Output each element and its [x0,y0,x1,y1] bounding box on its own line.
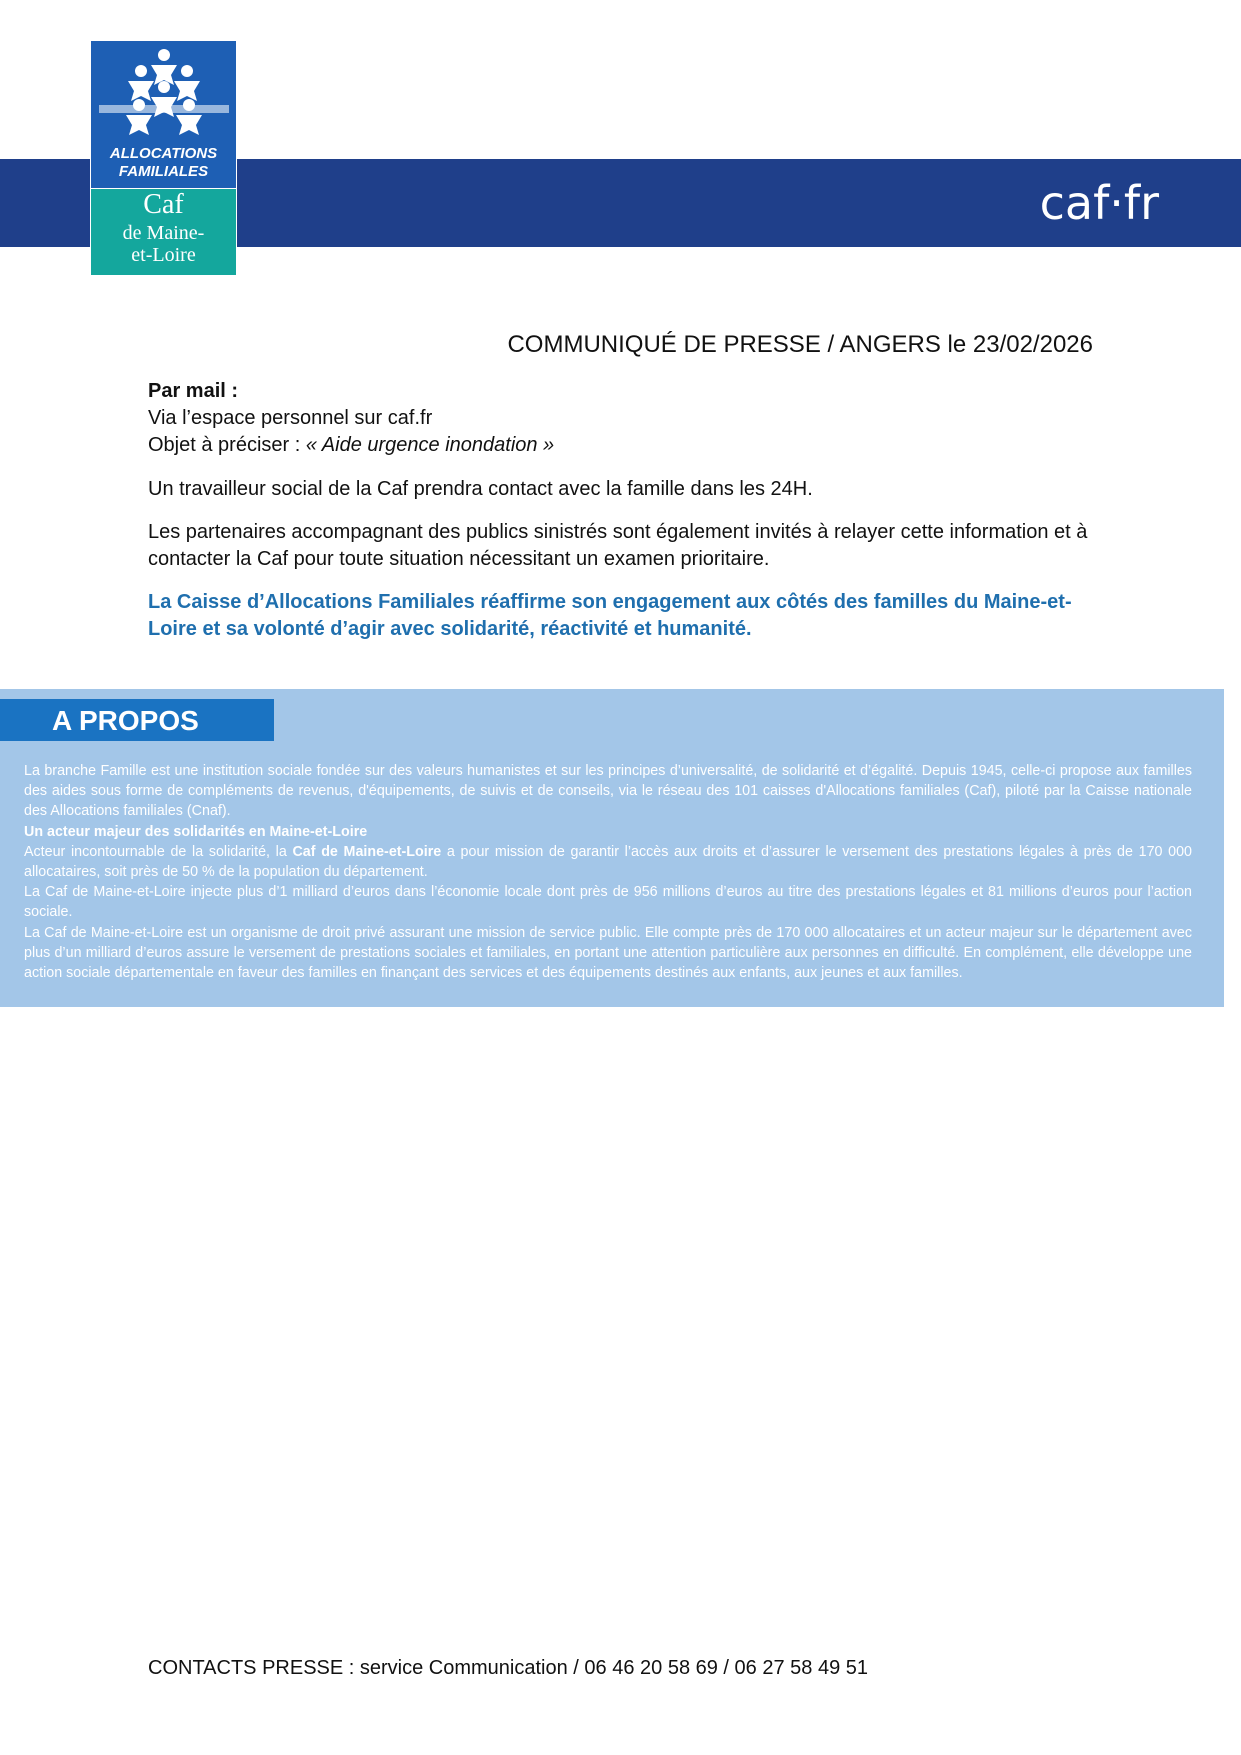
site-name[interactable]: caf·fr [1039,176,1159,230]
about-section [0,689,1224,1007]
logo-top-panel [91,41,236,188]
about-p3: La Caf de Maine-et-Loire injecte plus d’1 milliard d’euros dans l’économie locale dont près de 956 millions d’euros au titre des prestations légales et 81 millions d’euros pour l’action sociale. [24,884,1192,921]
about-p2-end: a pour mission de garantir l’accès aux droits et d’assurer le versement des prestations légales à près de 170 000 allocataires, soit près de 50 % de la population du département. [24,843,1192,881]
about-text [24,761,1192,983]
about-tab [0,699,274,741]
logo-allocations-text [91,145,236,181]
commitment-paragraph: La Caisse d’Allocations Familiales réaffirme son engagement aux côtés des familles du Maine-et-Loire et sa volonté d’agir avec solidarité, réactivité et humanité. [148,591,1072,640]
mail-label: Par mail : [148,380,239,402]
about-p2-bold: Caf de Maine-et-Loire [292,843,442,860]
about-title: A PROPOS [52,705,199,736]
family-figures-icon [99,45,229,145]
about-p2 [24,842,1192,882]
mail-object-label: Objet à préciser : [148,434,306,456]
mail-object [148,432,1093,459]
mail-line: Via l’espace personnel sur caf.fr [148,407,433,429]
logo-line2: FAMILIALES [118,163,209,180]
contact-paragraph: Un travailleur social de la Caf prendra contact avec la famille dans les 24H. [148,478,813,500]
mail-block [148,378,1093,459]
logo-sub-line2: et-Loire [131,244,196,266]
press-contacts: CONTACTS PRESSE : service Communication / 06 46 20 58 69 / 06 27 58 49 51 [148,1657,868,1679]
about-p1: La branche Famille est une institution sociale fondée sur des valeurs humanistes et sur les principes d’universalité, de solidarité et d’égalité. Depuis 1945, celle-ci propose aux familles des aides sous forme de compléments de revenus, d'équipements, de suivis et de conseils, via le réseau des 101 caisses d'Allocations familiales (Caf), piloté par la Caisse nationale des Allocations familiales (Cnaf). [24,763,1192,820]
about-p2-start: Acteur incontournable de la solidarité, la [24,843,293,860]
logo-subtitle [91,222,236,266]
partners-paragraph: Les partenaires accompagnant des publics sinistrés sont également invités à relayer cette information et à contacter la Caf pour toute situation nécessitant un examen prioritaire. [148,521,1088,570]
about-p4: La Caf de Maine-et-Loire est un organisme de droit privé assurant une mission de service public. Elle compte près de 170 000 allocataires et un acteur majeur sur le département avec plus d’un milliard d’euros assure le versement de prestations sociales et familiales, en portant une attention particulière aux personnes en difficulté. En complément, elle développe une action sociale départementale en faveur des familles en finançant des services et des équipements destinés aux enfants, aux jeunes et aux familles. [24,924,1192,982]
logo-sub-line1: de Maine- [122,222,205,244]
logo-line1: ALLOCATIONS [109,145,218,162]
about-subtitle: Un acteur majeur des solidarités en Maine-et-Loire [24,823,368,840]
logo-caf-text: Caf [143,189,184,220]
caf-logo [90,40,237,276]
mail-object-value: « Aide urgence inondation » [305,434,555,456]
press-title: COMMUNIQUÉ DE PRESSE / ANGERS le 23/02/2026 [507,331,1093,358]
